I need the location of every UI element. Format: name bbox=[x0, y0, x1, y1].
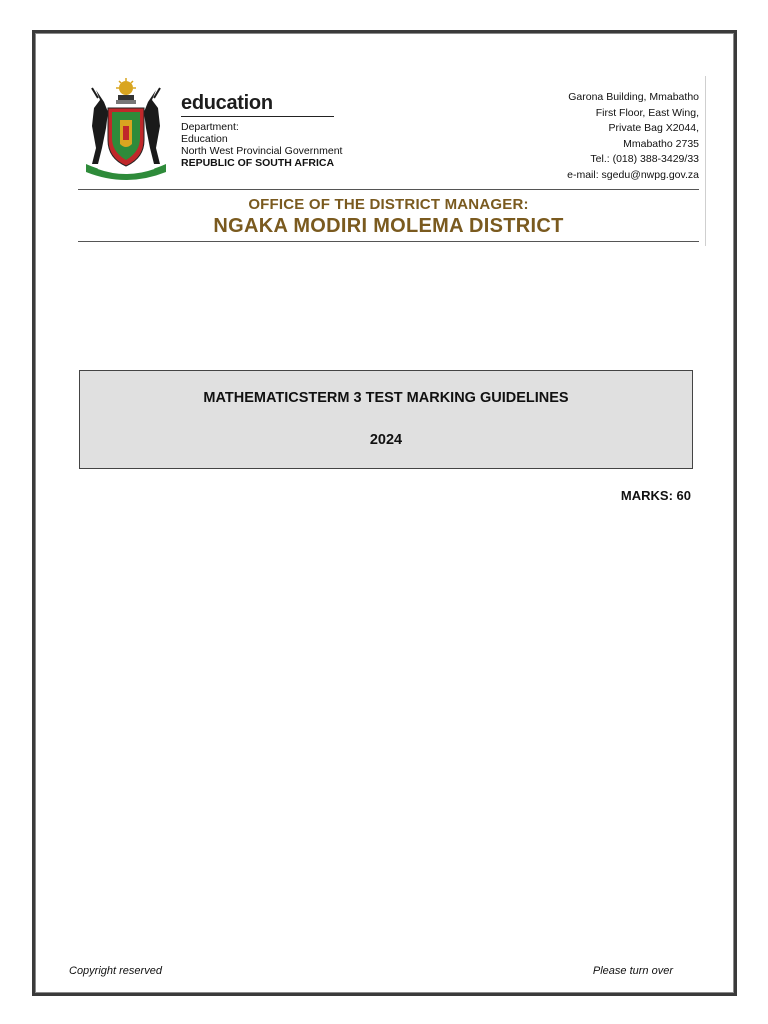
coat-of-arms-icon bbox=[78, 78, 174, 182]
address-block bbox=[567, 90, 699, 183]
country-name: REPUBLIC OF SOUTH AFRICA bbox=[181, 157, 335, 169]
marks-total: MARKS: 60 bbox=[620, 488, 691, 503]
email-line: e-mail: sgedu@nwpg.gov.za bbox=[567, 168, 699, 181]
header-top-rule bbox=[78, 189, 699, 190]
footer-copyright: Copyright reserved bbox=[69, 965, 162, 977]
document-year: 2024 bbox=[369, 432, 403, 448]
document-title-box bbox=[79, 370, 693, 469]
address-line: Mmabatho 2735 bbox=[623, 137, 699, 150]
department-name: education bbox=[181, 92, 273, 114]
district-title: NGAKA MODIRI MOLEMA DISTRICT bbox=[213, 215, 564, 237]
department-line: Education bbox=[181, 133, 228, 145]
office-title: OFFICE OF THE DISTRICT MANAGER: bbox=[248, 196, 529, 213]
address-line: Garona Building, Mmabatho bbox=[568, 91, 699, 103]
address-line: Private Bag X2044, bbox=[608, 122, 699, 134]
department-details bbox=[181, 121, 342, 169]
header-vertical-rule bbox=[705, 76, 706, 246]
phone-line: Tel.: (018) 388-3429/33 bbox=[590, 153, 699, 165]
department-line: North West Provincial Government bbox=[181, 145, 343, 157]
footer-turn-over: Please turn over bbox=[592, 965, 673, 977]
department-line: Department: bbox=[181, 121, 239, 133]
address-line: First Floor, East Wing, bbox=[595, 106, 699, 119]
department-divider bbox=[181, 116, 334, 117]
header-bottom-rule bbox=[78, 241, 699, 242]
document-title: MATHEMATICSTERM 3 TEST MARKING GUIDELINES bbox=[203, 390, 569, 406]
